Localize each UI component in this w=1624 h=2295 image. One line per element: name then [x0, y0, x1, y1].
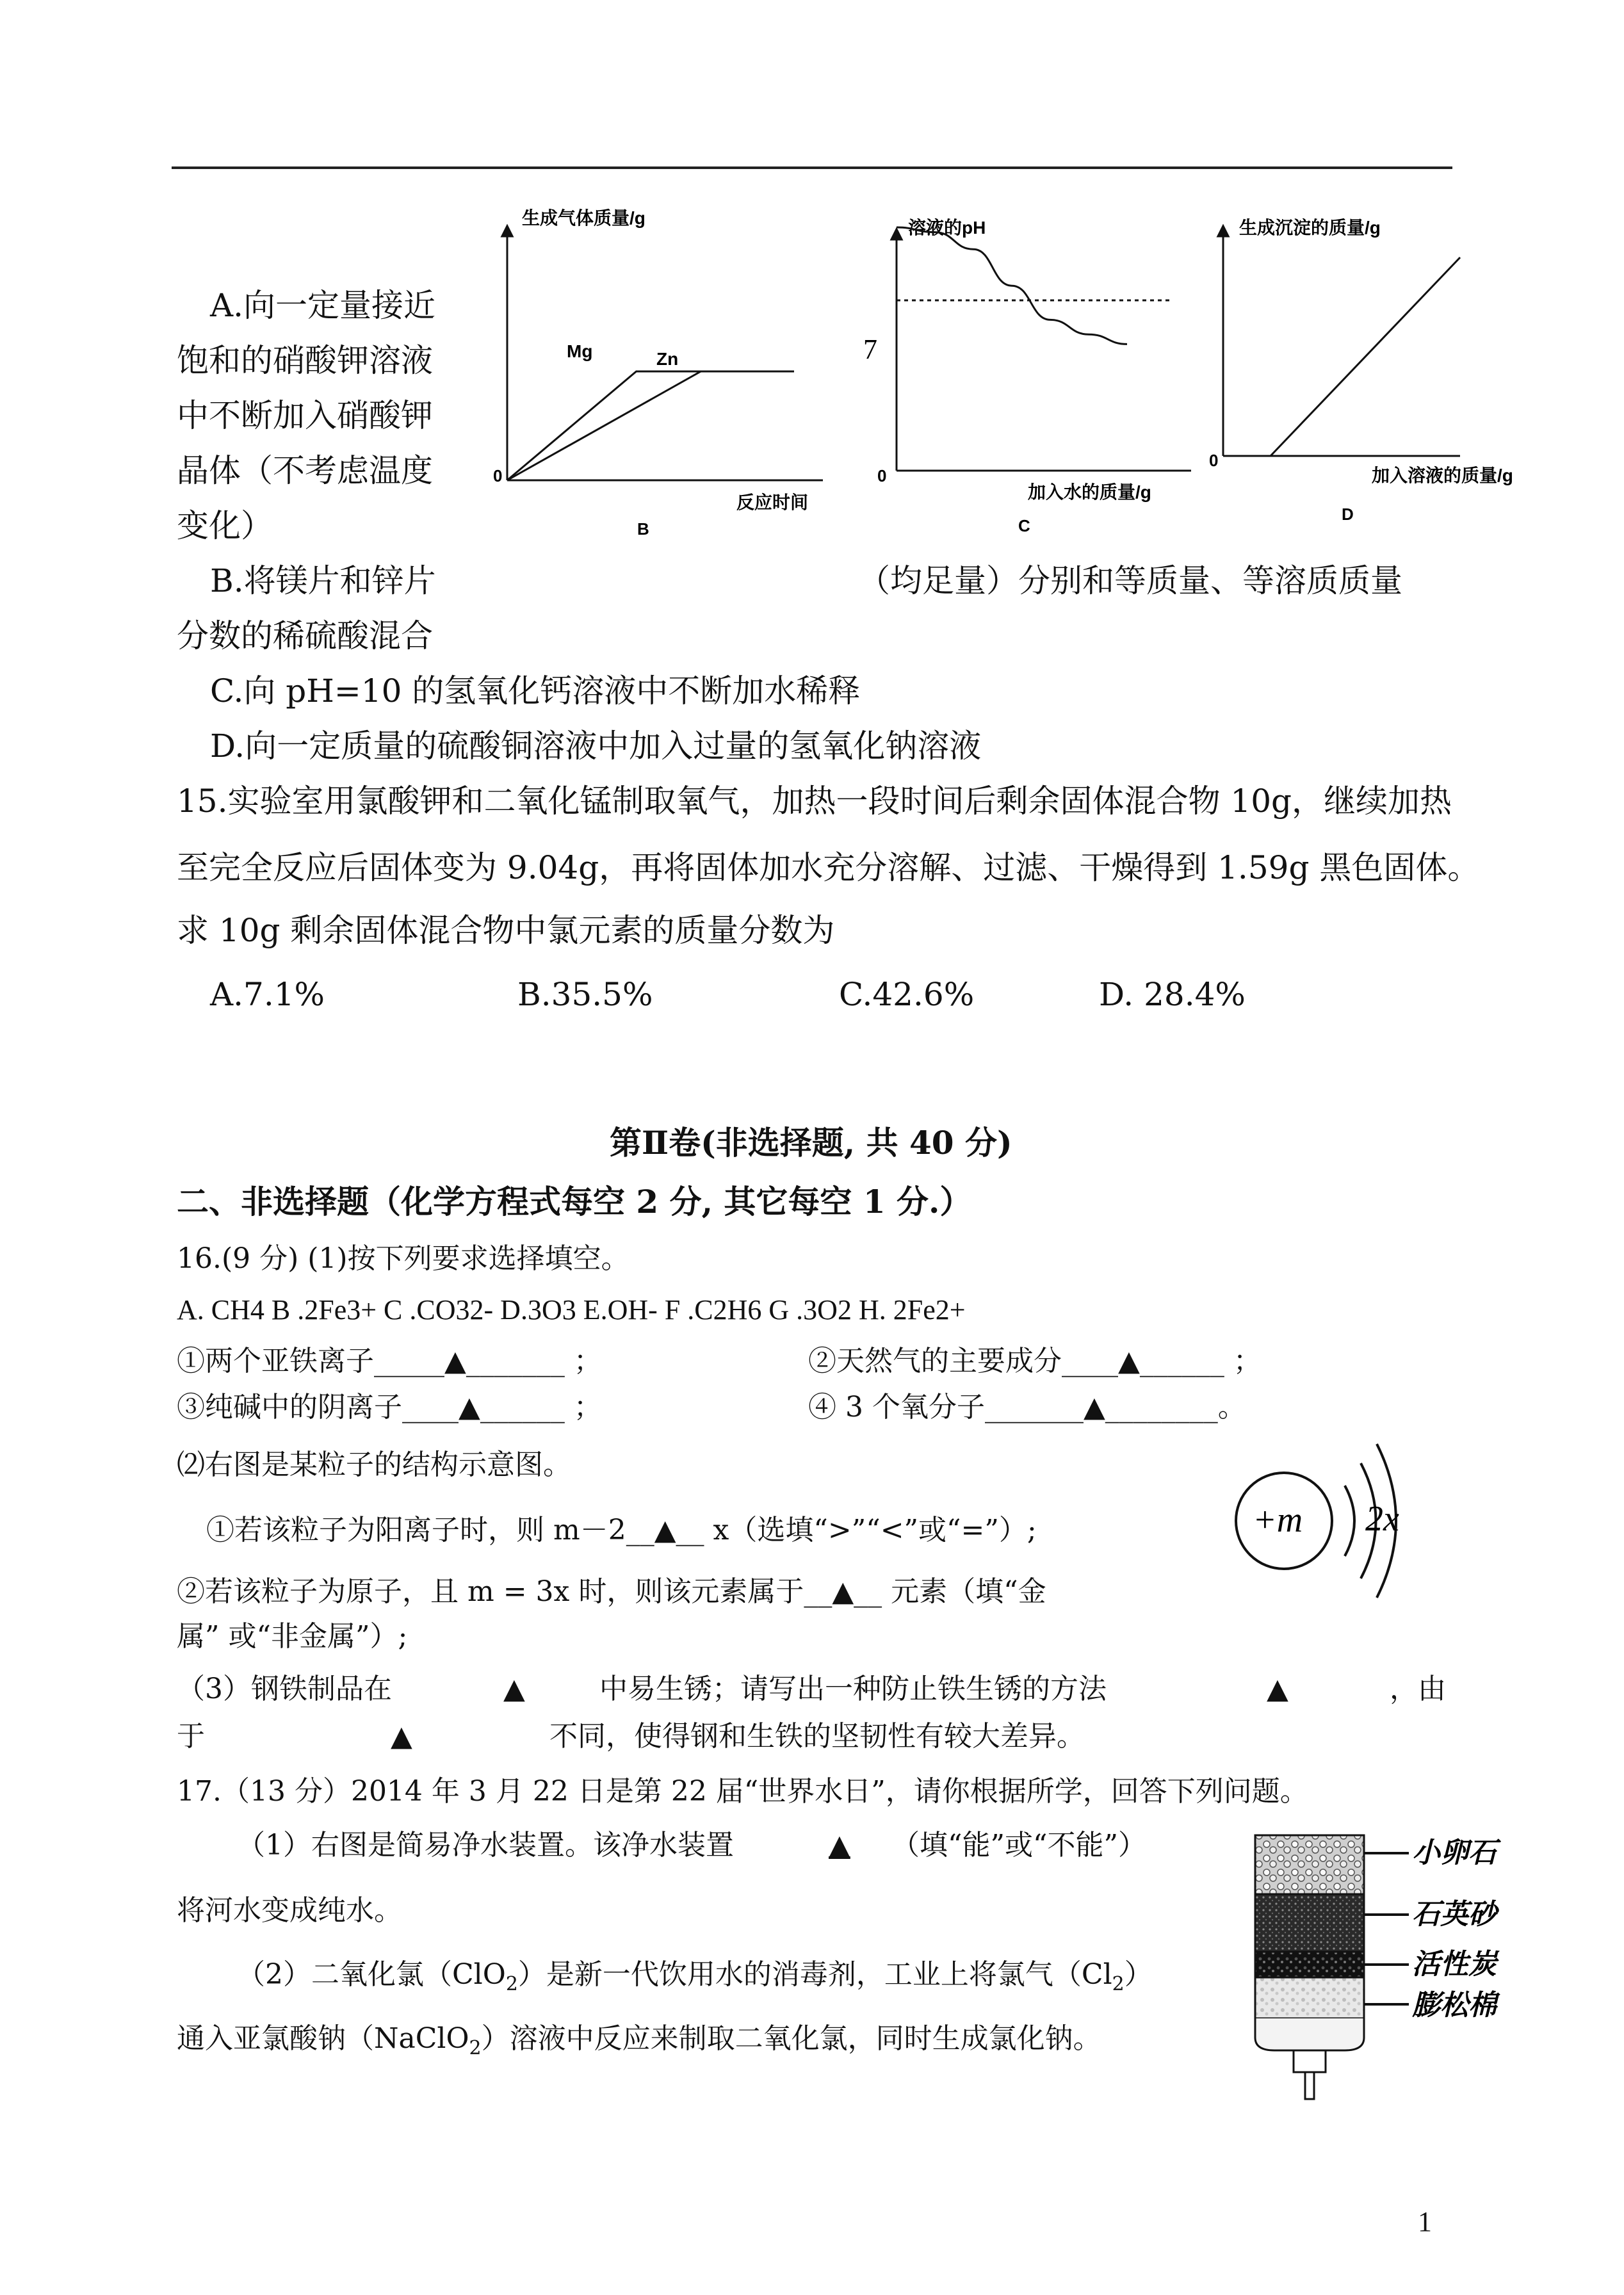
filter-layer-pebbles — [1255, 1835, 1364, 1894]
filter-layer-activated-carbon — [1255, 1952, 1364, 1977]
chart-c-xlabel: 加入水的质量/g — [1028, 482, 1151, 502]
chart-b-letter: B — [637, 519, 649, 539]
header-rule — [172, 166, 1452, 169]
chart-d-origin: 0 — [1209, 451, 1219, 470]
q16-part3-a2: 中易生锈；请写出一种防止铁生锈的方法 — [599, 1673, 1107, 1705]
part2-title: 第Ⅱ卷(非选择题, 共 40 分) — [610, 1124, 1012, 1162]
q16-intro: 16.(9 分) (1)按下列要求选择填空。 — [177, 1242, 629, 1275]
q15-option: D. 28.4% — [1099, 976, 1246, 1013]
q16-part2-q2b: 属” 或“非金属”）; — [177, 1620, 408, 1653]
q16-part3-blank: ▲ — [391, 1720, 412, 1753]
nucleus-charge: +m — [1253, 1500, 1303, 1540]
atom-structure-diagram — [1223, 1434, 1434, 1601]
filter-outlet — [1294, 2050, 1326, 2072]
q14-option-b-end: 分数的稀硫酸混合 — [177, 617, 433, 654]
electron-shell-arc — [1345, 1486, 1354, 1556]
chart-b-series-label: Zn — [656, 349, 679, 369]
q16-part3-b2: 不同，使得钢和生铁的坚韧性有较大差异。 — [549, 1720, 1085, 1753]
q16-part3-a3: ，由 — [1390, 1673, 1446, 1705]
chart-c-reference-label: 7 — [863, 334, 877, 365]
filter-label: 石英砂 — [1412, 1898, 1497, 1931]
chart-d — [1204, 205, 1537, 538]
chart-d-ylabel: 生成沉淀的质量/g — [1239, 218, 1381, 238]
q17-p1b: 将河水变成纯水。 — [177, 1894, 402, 1927]
chart-d-xlabel: 加入溶液的质量/g — [1372, 466, 1513, 485]
filter-label: 小卵石 — [1412, 1837, 1497, 1869]
q16-blank-1: ①两个亚铁离子_____▲_______ ； — [177, 1345, 602, 1377]
q16-blank-4: ④ 3 个氧分子_______▲________。 — [808, 1391, 1246, 1423]
q14-option-c: C.向 pH=10 的氢氧化钙溶液中不断加水稀释 — [210, 672, 861, 710]
q15-line: 求 10g 剩余固体混合物中氯元素的质量分数为 — [177, 912, 835, 949]
filter-outlet-tube — [1305, 2072, 1314, 2099]
filter-layer-cotton — [1255, 1977, 1364, 2018]
q16-part3-blank: ▲ — [503, 1673, 525, 1705]
q14-option-a-line: 变化） — [177, 507, 273, 544]
chart-c-ylabel: 溶液的pH — [908, 218, 986, 238]
q14-option-a-line: 中不断加入硝酸钾 — [177, 397, 433, 434]
q16-part3-a: （3）钢铁制品在 — [177, 1673, 392, 1705]
chart-c — [858, 205, 1217, 551]
filter-label: 膨松棉 — [1412, 1989, 1497, 2022]
chart-c-series-line — [897, 227, 1127, 344]
q15-option: C.42.6% — [839, 976, 975, 1013]
shell-electron-count: 2x — [1365, 1499, 1399, 1539]
q14-option-d: D.向一定质量的硫酸铜溶液中加入过量的氢氧化钠溶液 — [210, 727, 982, 765]
q14-option-a-line: 饱和的硝酸钾溶液 — [177, 342, 433, 379]
filter-layer-quartz-sand — [1255, 1894, 1364, 1952]
q16-choices: A. CH4 B .2Fe3+ C .CO32- D.3O3 E.OH- F .C2H6 G .3O2 H. 2Fe2+ — [177, 1294, 966, 1326]
q15-line: 15.实验室用氯酸钾和二氧化锰制取氧气，加热一段时间后剩余固体混合物 10g，继续加热 — [177, 783, 1452, 820]
page-number: 1 — [1418, 2206, 1432, 2237]
chart-b-origin: 0 — [493, 466, 503, 485]
part2-heading: 二、非选择题（化学方程式每空 2 分, 其它每空 1 分.） — [177, 1183, 972, 1220]
q15-option: B.35.5% — [517, 976, 653, 1013]
q17-p2a: （2）二氧化氯（ClO$_2$）是新一代饮用水的消毒剂，工业上将氯气$(Cl_2)$ — [237, 1958, 1153, 1995]
chart-b-ylabel: 生成气体质量/g — [522, 208, 646, 228]
water-filter-diagram — [1249, 1812, 1550, 2107]
chart-c-letter: C — [1018, 516, 1030, 535]
chart-b — [474, 205, 832, 551]
q16-part2-q2a: ②若该粒子为原子，且 m = 3x 时，则该元素属于__▲__ 元素（填“金 — [177, 1575, 1046, 1608]
q14-option-a-line: A.向一定量接近 — [210, 287, 436, 324]
q15-option: A.7.1% — [210, 976, 325, 1013]
filter-bottom — [1255, 2018, 1364, 2050]
q15-line: 至完全反应后固体变为 9.04g，再将固体加水充分溶解、过滤、干燥得到 1.59g 黑色固体。 — [177, 849, 1480, 886]
chart-b-series-label: Mg — [567, 341, 593, 361]
q16-part2: ⑵右图是某粒子的结构示意图。 — [177, 1448, 571, 1481]
q14-option-a-line: 晶体（不考虑温度 — [177, 452, 433, 489]
chart-b-series-line — [507, 371, 794, 480]
chart-d-series-line — [1271, 257, 1460, 456]
q17-p2b: 通入亚氯酸钠（NaClO$_2$）溶液中反应来制取二氧化氯，同时生成氯化钠。 — [177, 2022, 1101, 2059]
q14-option-b-cont: （均足量）分别和等质量、等溶质质量 — [858, 562, 1402, 599]
q17-p1a-blank: ▲ — [829, 1829, 850, 1861]
chart-d-letter: D — [1342, 505, 1354, 524]
chart-c-origin: 0 — [877, 466, 887, 485]
q14-option-b-start: B.将镁片和锌片 — [210, 562, 436, 599]
chart-b-xlabel: 反应时间 — [736, 492, 809, 512]
q16-part3-b: 于 — [177, 1720, 205, 1753]
q17-p1a-end: （填“能”或“不能”） — [891, 1829, 1146, 1861]
q17-intro: 17.（13 分）2014 年 3 月 22 日是第 22 届“世界水日”，请你根据所学，回答下列问题。 — [177, 1775, 1308, 1808]
filter-label: 活性炭 — [1412, 1948, 1497, 1981]
q17-p1a: （1）右图是简易净水装置。该净水装置 — [237, 1829, 734, 1861]
chart-b-series-line — [507, 371, 794, 480]
q16-part3-blank: ▲ — [1267, 1673, 1288, 1705]
q16-blank-2: ②天然气的主要成分____▲______ ； — [808, 1345, 1262, 1377]
q16-blank-3: ③纯碱中的阴离子____▲______ ； — [177, 1391, 602, 1423]
q16-part2-q1: ①若该粒子为阳离子时，则 m－2__▲__ x（选填“>”“<”或“=”）; — [206, 1514, 1037, 1546]
